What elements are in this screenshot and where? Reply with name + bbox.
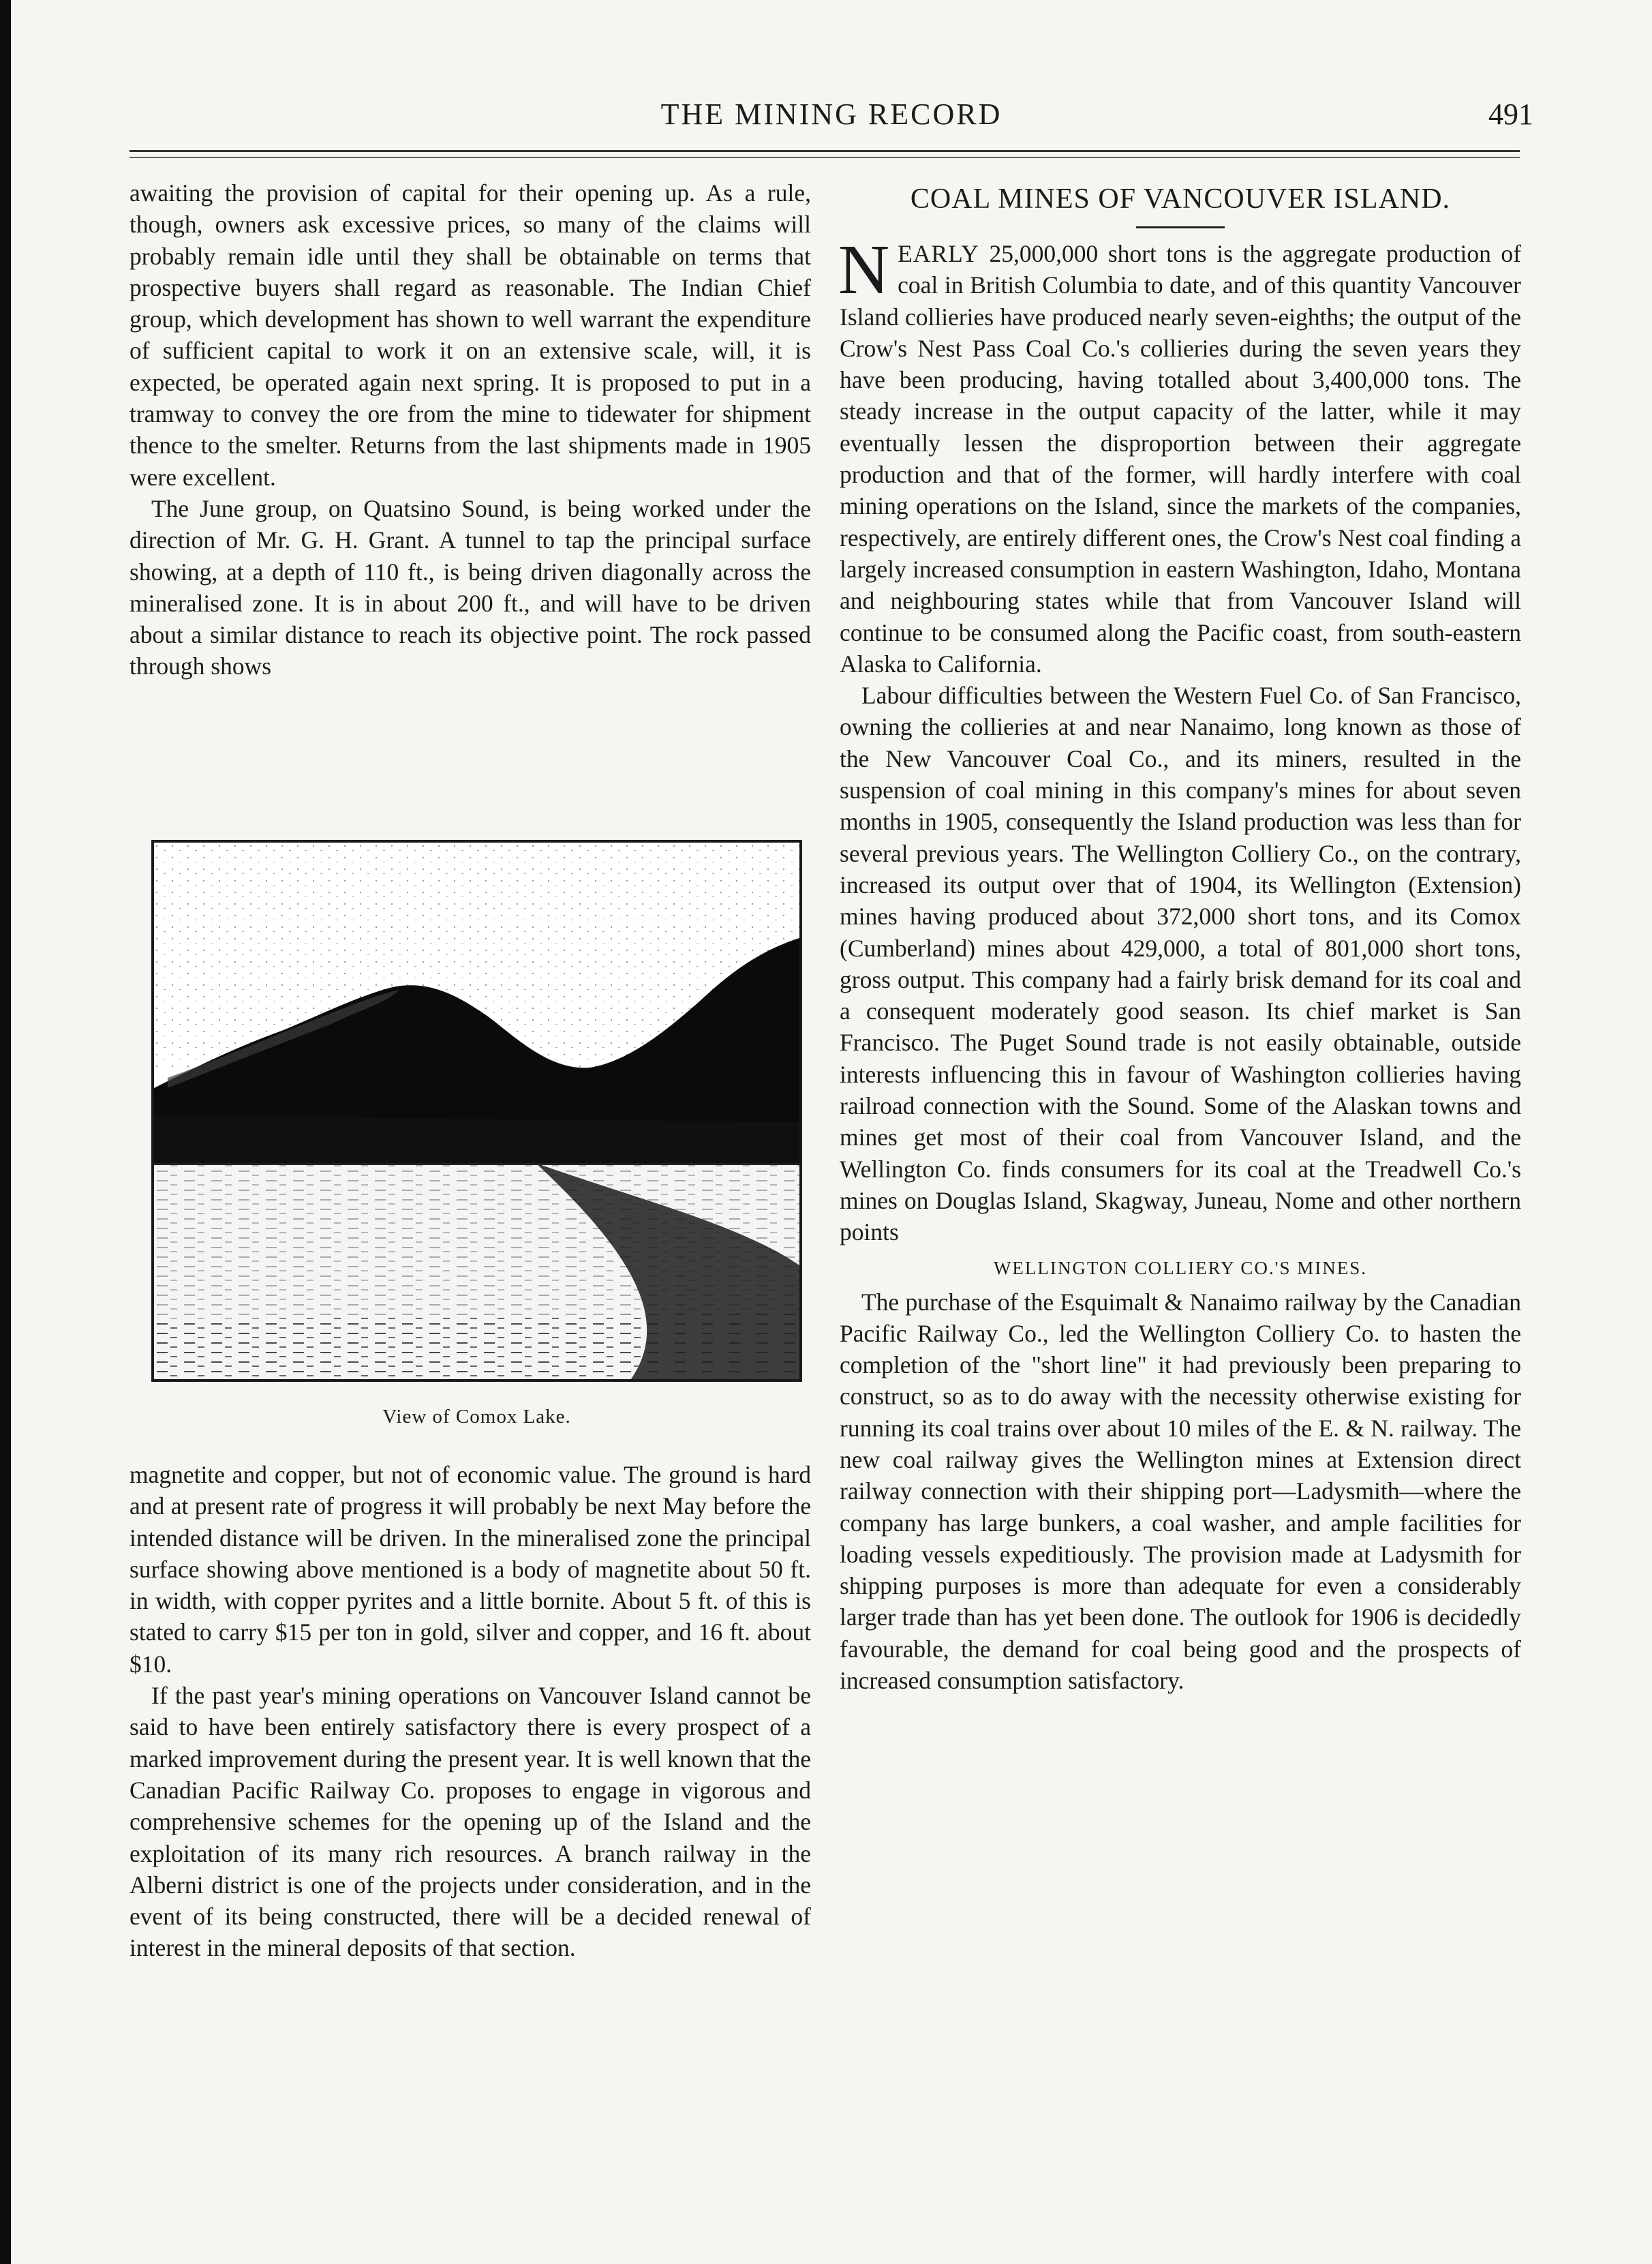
left-column-bottom (129, 1459, 811, 1964)
paragraph-labour: Labour difficulties between the Western Fuel Co. of San Francisco, owning the collieries at and near Nanaimo, long known as those of the New Vancouver Coal Co., and its miners, resulted in the suspension of coal mining in this company's mines for about seven months in 1905, consequently the Island production was less than for several previous years. The Wellington Colliery Co., on the contrary, increased its output over that of 1904, its Wellington (Extension) mines having produced about 372,000 short tons, and its Comox (Cumberland) mines about 429,000, a total of 801,000 short tons, gross output. This company had a fairly brisk demand for its coal and a consequent moderately good season. Its chief market is San Francisco. The Puget Sound trade is not easily obtainable, outside interests influencing this in favour of Washington collieries having railroad connection with the Sound. Some of the Alaskan towns and mines get most of their coal from Vancouver Island, and the Wellington Co. finds consumers for its coal at the Treadwell Co.'s mines on Douglas Island, Skagway, Juneau, Nome and other northern points (840, 682, 1521, 1246)
drop-cap: N (838, 230, 890, 309)
article-title: COAL MINES OF VANCOUVER ISLAND. (910, 183, 1451, 215)
page-number: 491 (1488, 97, 1533, 131)
journal-title: THE MINING RECORD (660, 97, 1003, 131)
paragraph-outlook: If the past year's mining operations on Vancouver Island cannot be said to have been entirely satisfactory there is every prospect of a marked improvement during the present year. It is well known that the Canadian Pacific Railway Co. proposes to engage in vigorous and comprehensive schemes for the opening up of the Island and the exploitation of its many rich resources. A branch railway in the Alberni district is one of the projects under consideration, and in the event of its being constructed, there will be a decided renewal of interest in the mineral deposits of that section. (129, 1682, 811, 1962)
paragraph-production (838, 230, 1521, 680)
comox-lake-photo (151, 840, 802, 1382)
binding-edge (0, 0, 11, 2264)
photo-caption: View of Comox Lake. (382, 1406, 571, 1428)
lake-landscape-image (154, 843, 799, 1379)
lead-word: EARLY (898, 240, 979, 267)
header-rule-secondary (129, 157, 1520, 158)
paragraph-railway: The purchase of the Esquimalt & Nanaimo railway by the Canadian Pacific Railway Co., led the Wellington Colliery Co. to hasten the completion of the "short line" it had previously been preparing to construct, so as to do away with the necessity otherwise existing for running its coal trains over about 10 miles of the E. & N. railway. The new coal railway gives the Wellington mines at Extension direct railway connection with their shipping port—Ladysmith—where the company has large bunkers, a coal washer, and ample facilities for loading vessels expeditiously. The provision made at Ladysmith for shipping purposes is more than adequate for even a considerably larger trade than has yet been done. The outlook for 1906 is decidedly favourable, the demand for coal being good and the prospects of increased consumption satisfactory. (840, 1288, 1521, 1695)
paragraph-magnetite: magnetite and copper, but not of economic value. The ground is hard and at present rate of progress it will probably be next May before the intended distance will be driven. In the mineralised zone the principal surface showing above mentioned is a body of magnetite about 50 ft. in width, with copper pyrites and a little bornite. About 5 ft. of this is stated to carry $15 per ton in gold, silver and copper, and 16 ft. about $10. (129, 1461, 811, 1678)
title-rule (1136, 226, 1225, 228)
header-rule (129, 150, 1520, 152)
right-column (840, 179, 1521, 1696)
paragraph-production-text: 25,000,000 short tons is the aggregate production of coal in British Columbia to date, and of this quantity Vancouver Island collieries have produced nearly seven-eighths; the output of the Crow's Nest Pass Coal Co.'s collieries during the seven years they have been producing, having totalled about 3,400,000 tons. The steady increase in the output capacity of the latter, while it may eventually lessen the disproportion between their aggregate production and that of the former, will hardly interfere with coal mining operations on the Island, since the markets of the companies, respectively, are entirely different ones, the Crow's Nest coal finding a largely increased consumption in eastern Washington, Idaho, Montana and neighbouring states while that from Vancouver Island will continue to be consumed along the Pacific coast, from south-eastern Alaska to California. (840, 240, 1521, 678)
section-subheading: WELLINGTON COLLIERY CO.'S MINES. (993, 1257, 1368, 1278)
running-head (129, 94, 1533, 135)
paragraph-indian-chief: awaiting the provision of capital for their opening up. As a rule, though, owners ask excessive prices, so many of the claims will probably remain idle until they shall be obtainable on terms that prospective buyers shall regard as reasonable. The Indian Chief group, which development has shown to well warrant the expenditure of sufficient capital to work it on an extensive scale, will, it is expected, be operated again next spring. It is proposed to put in a tramway to convey the ore from the mine to tidewater for shipment thence to the smelter. Returns from the last shipments made in 1905 were excellent. (129, 179, 811, 491)
paragraph-june-group: The June group, on Quatsino Sound, is being worked under the direction of Mr. G. H. Grant. A tunnel to tap the principal surface showing, at a depth of 110 ft., is being driven diagonally across the mineralised zone. It is in about 200 ft., and will have to be driven about a similar distance to reach its objective point. The rock passed through shows (129, 494, 811, 680)
left-column-top (129, 177, 811, 682)
